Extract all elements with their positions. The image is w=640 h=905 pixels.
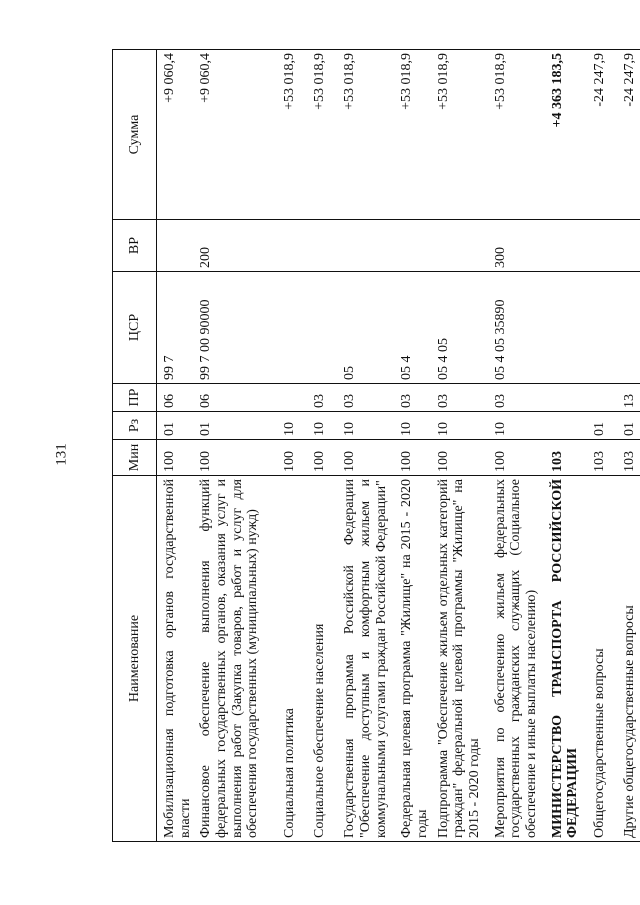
table-row	[337, 50, 394, 842]
cell-sum: +53 018,9	[307, 50, 337, 220]
cell-rz: 10	[488, 412, 545, 440]
table-row	[545, 50, 587, 842]
header-name: Наименование	[113, 476, 157, 842]
cell-pr: 03	[488, 384, 545, 412]
table-row	[193, 50, 277, 842]
cell-min: 100	[193, 440, 277, 476]
cell-pr: 03	[337, 384, 394, 412]
cell-min: 100	[394, 440, 430, 476]
table-row	[307, 50, 337, 842]
table-row	[617, 50, 640, 842]
cell-rz: 01	[157, 412, 194, 440]
cell-sum: +53 018,9	[488, 50, 545, 220]
cell-name: Подпрограмма "Обеспечение жильем отдельных категорий граждан" федеральной целевой программы "Жилище" на 2015 - 2020 годы	[431, 476, 488, 842]
cell-min: 103	[545, 440, 587, 476]
cell-name: Федеральная целевая программа "Жилище" на 2015 - 2020 годы	[394, 476, 430, 842]
cell-min: 100	[157, 440, 194, 476]
budget-table	[112, 49, 640, 842]
cell-vr	[337, 220, 394, 272]
cell-sum: +9 060,4	[157, 50, 194, 220]
cell-vr	[307, 220, 337, 272]
cell-sum: +53 018,9	[277, 50, 307, 220]
cell-sum: +53 018,9	[431, 50, 488, 220]
cell-sum: -24 247,9	[617, 50, 640, 220]
cell-csr	[307, 272, 337, 384]
cell-sum: +4 363 183,5	[545, 50, 587, 220]
cell-pr: 06	[157, 384, 194, 412]
cell-csr: 05	[337, 272, 394, 384]
header-vr: ВР	[113, 220, 157, 272]
cell-pr: 13	[617, 384, 640, 412]
cell-rz: 01	[617, 412, 640, 440]
cell-csr: 99 7	[157, 272, 194, 384]
cell-rz: 10	[394, 412, 430, 440]
cell-pr	[587, 384, 617, 412]
cell-csr	[277, 272, 307, 384]
cell-csr	[545, 272, 587, 384]
cell-vr	[545, 220, 587, 272]
cell-name: Социальное обеспечение населения	[307, 476, 337, 842]
cell-vr: 300	[488, 220, 545, 272]
cell-pr	[277, 384, 307, 412]
cell-csr: 05 4	[394, 272, 430, 384]
cell-pr: 03	[431, 384, 488, 412]
cell-name: Мероприятия по обеспечению жильем федеральных государственных гражданских служащих (Социальное обеспечение и иные выплаты населению)	[488, 476, 545, 842]
cell-min: 100	[431, 440, 488, 476]
cell-name: Социальная политика	[277, 476, 307, 842]
cell-rz: 10	[277, 412, 307, 440]
cell-rz: 10	[431, 412, 488, 440]
cell-rz: 01	[587, 412, 617, 440]
cell-sum: -24 247,9	[587, 50, 617, 220]
cell-csr: 05 4 05	[431, 272, 488, 384]
cell-vr	[277, 220, 307, 272]
cell-vr	[157, 220, 194, 272]
table-row	[157, 50, 194, 842]
cell-vr	[394, 220, 430, 272]
cell-rz	[545, 412, 587, 440]
cell-name: Другие общегосударственные вопросы	[617, 476, 640, 842]
cell-name: МИНИСТЕРСТВО ТРАНСПОРТА РОССИЙСКОЙ ФЕДЕРАЦИИ	[545, 476, 587, 842]
cell-sum: +9 060,4	[193, 50, 277, 220]
cell-vr	[431, 220, 488, 272]
cell-vr	[587, 220, 617, 272]
table-row	[431, 50, 488, 842]
header-pr: ПР	[113, 384, 157, 412]
cell-pr: 03	[307, 384, 337, 412]
table-row	[488, 50, 545, 842]
cell-pr	[545, 384, 587, 412]
cell-min: 103	[587, 440, 617, 476]
table-row	[277, 50, 307, 842]
cell-name: Общегосударственные вопросы	[587, 476, 617, 842]
cell-rz: 10	[337, 412, 394, 440]
page-number: 131	[53, 443, 70, 466]
cell-name: Финансовое обеспечение выполнения функций федеральных государственных органов, оказания услуг и выполнения работ (Закупка товаров, работ и услуг для обеспечения государственных (муниципальных) нужд)	[193, 476, 277, 842]
cell-vr: 200	[193, 220, 277, 272]
cell-min: 100	[337, 440, 394, 476]
table-body	[157, 50, 640, 842]
cell-sum: +53 018,9	[337, 50, 394, 220]
header-rz: Рз	[113, 412, 157, 440]
cell-min: 100	[277, 440, 307, 476]
cell-rz: 01	[193, 412, 277, 440]
cell-csr	[587, 272, 617, 384]
cell-pr: 06	[193, 384, 277, 412]
cell-pr: 03	[394, 384, 430, 412]
cell-name: Мобилизационная подготовка органов государственной власти	[157, 476, 194, 842]
cell-min: 100	[488, 440, 545, 476]
cell-csr: 99 7 00 90000	[193, 272, 277, 384]
cell-csr: 05 4 05 35890	[488, 272, 545, 384]
table-header-row	[113, 50, 157, 842]
rotated-table-container	[112, 50, 637, 842]
header-csr: ЦСР	[113, 272, 157, 384]
cell-min: 100	[307, 440, 337, 476]
cell-min: 103	[617, 440, 640, 476]
table-row	[587, 50, 617, 842]
cell-name: Государственная программа Российской Федерации "Обеспечение доступным и комфортным жильем и коммунальными услугами граждан Российской Федерации"	[337, 476, 394, 842]
header-sum: Сумма	[113, 50, 157, 220]
cell-rz: 10	[307, 412, 337, 440]
cell-sum: +53 018,9	[394, 50, 430, 220]
table-row	[394, 50, 430, 842]
cell-vr	[617, 220, 640, 272]
cell-csr	[617, 272, 640, 384]
header-min: Мин	[113, 440, 157, 476]
